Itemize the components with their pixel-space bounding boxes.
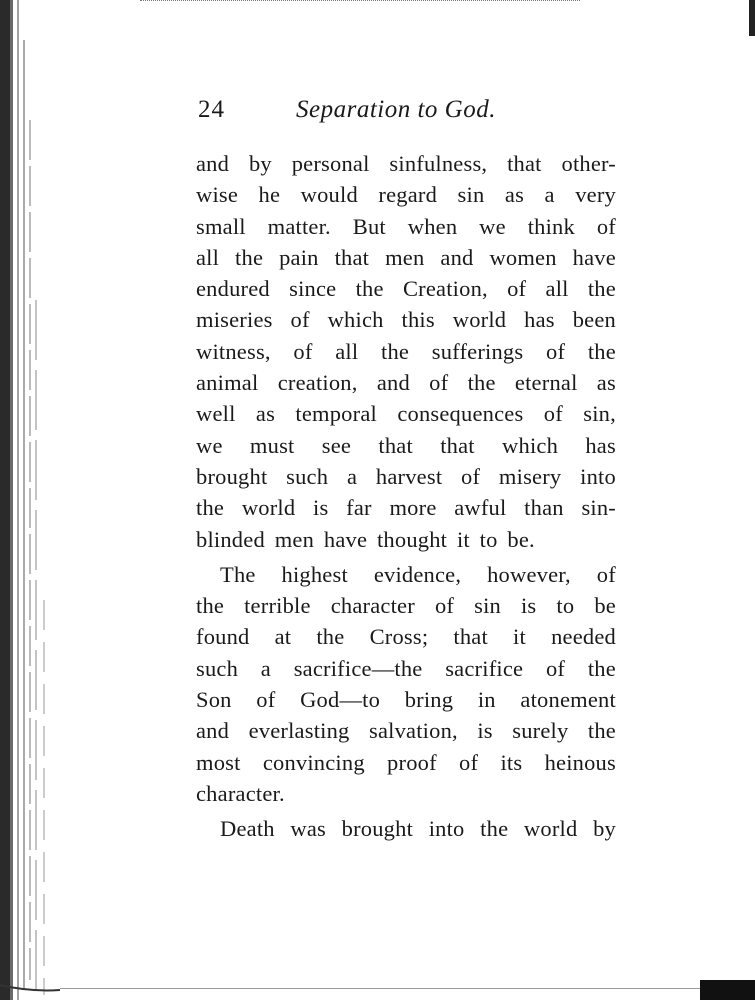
text-line: and by personal sinfulness, that other- bbox=[196, 151, 616, 176]
paragraph bbox=[196, 813, 616, 844]
scan-corner-mark bbox=[749, 0, 755, 36]
scan-edge-artifact bbox=[0, 0, 60, 1000]
text-line: Death was brought into the world by bbox=[220, 816, 616, 842]
text-line: found at the Cross; that it needed bbox=[196, 624, 616, 650]
text-line: and everlasting salvation, is surely the bbox=[196, 718, 616, 744]
text-line: witness, of all the sufferings of the bbox=[196, 338, 616, 364]
text-line: such a sacrifice—the sacrifice of the bbox=[196, 655, 616, 681]
paragraph bbox=[196, 559, 616, 809]
text-line: blinded men have thought it to be. bbox=[196, 526, 535, 552]
scan-bottom-rule bbox=[60, 988, 700, 989]
text-line: well as temporal consequences of sin, bbox=[196, 401, 616, 427]
text-line: the terrible character of sin is to be bbox=[196, 593, 616, 619]
text-line: miseries of which this world has been bbox=[196, 307, 616, 333]
scan-bottom-block bbox=[700, 980, 755, 1000]
text-line: most convincing proof of its heinous bbox=[196, 749, 616, 775]
scan-top-dots bbox=[140, 0, 580, 3]
running-title: Separation to God. bbox=[296, 96, 496, 123]
text-line: we must see that that which has bbox=[196, 432, 616, 458]
text-line: character. bbox=[196, 780, 285, 806]
text-line: endured since the Creation, of all the bbox=[196, 276, 616, 302]
page-header bbox=[196, 96, 616, 130]
text-line: brought such a harvest of misery into bbox=[196, 463, 616, 489]
text-line: The highest evidence, however, of bbox=[220, 561, 616, 587]
text-line: all the pain that men and women have bbox=[196, 244, 616, 270]
text-line: small matter. But when we think of bbox=[196, 213, 616, 239]
text-line: animal creation, and of the eternal as bbox=[196, 370, 616, 396]
text-line: the world is far more awful than sin- bbox=[196, 495, 616, 521]
paragraph bbox=[196, 148, 616, 555]
text-line: Son of God—to bring in atonement bbox=[196, 687, 616, 713]
page-body bbox=[196, 148, 616, 845]
text-line: wise he would regard sin as a very bbox=[196, 182, 616, 208]
page-number: 24 bbox=[198, 96, 225, 123]
